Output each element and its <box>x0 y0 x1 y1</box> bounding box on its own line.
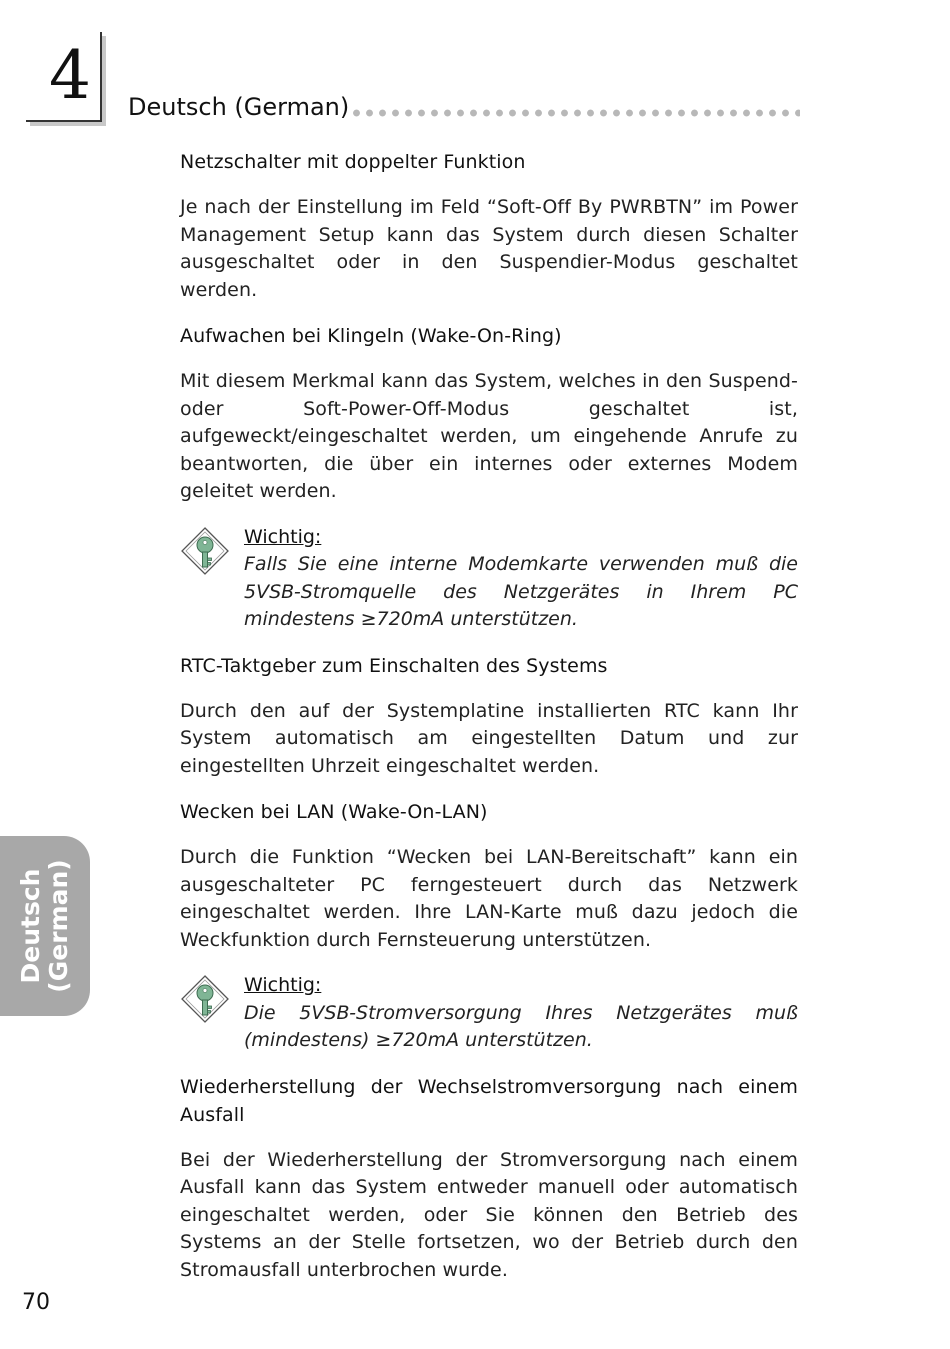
note-important-2 <box>180 972 798 1055</box>
title-dot-rule <box>350 108 800 118</box>
paragraph-wake-on-lan: Durch die Funktion “Wecken bei LAN-Bereitschaft” kann ein ausgeschalteter PC ferngesteuert durch das Netzwerk eingeschaltet werden. Ihre LAN-Karte muß dazu jedoch die Weckfunktion durch Fernsteuerung unterstützen. <box>180 846 798 951</box>
page-number: 70 <box>22 1290 50 1315</box>
paragraph-ac-power-recovery: Bei der Wiederherstellung der Stromversorgung nach einem Ausfall kann das System entweder manuell oder automatisch eingeschaltet werden, oder Sie können den Betrieb des Systems an der Stelle fortsetzen, wo der Betrieb durch den Stromausfall unterbrochen wurde. <box>180 1148 798 1281</box>
section-title: Deutsch (German) <box>128 93 350 121</box>
language-side-tab <box>0 836 90 1016</box>
heading-dual-power-switch: Netzschalter mit doppelter Funktion <box>180 151 526 173</box>
heading-wake-on-lan: Wecken bei LAN (Wake-On-LAN) <box>180 801 488 823</box>
note-important-1 <box>180 524 798 634</box>
paragraph-rtc-wakeup: Durch den auf der Systemplatine installierten RTC kann Ihr System automatisch am eingestellten Datum und zur eingestellten Uhrzeit eingeschaltet werden. <box>180 699 798 777</box>
paragraph-wake-on-ring: Mit diesem Merkmal kann das System, welches in den Suspend- oder Soft-Power-Off-Modus geschaltet ist, aufgeweckt/eingeschaltet werden, um eingehende Anrufe zu beantworten, die über ein internes oder externes Modem geleitet werden. <box>180 370 798 502</box>
note-title: Wichtig: <box>244 974 322 996</box>
note-text: Falls Sie eine interne Modemkarte verwenden muß die 5VSB-Stromquelle des Netzgerätes in Ihrem PC mindestens ≥720mA unterstützen. <box>244 553 798 630</box>
paragraph-dual-power-switch: Je nach der Einstellung im Feld “Soft-Off By PWRBTN” im Power Management Setup kann das System durch diesen Schalter ausgeschaltet oder in den Suspendier-Modus geschaltet werden. <box>180 196 798 301</box>
side-tab-line-2: (German) <box>44 859 73 993</box>
page-content <box>180 148 798 1302</box>
note-text: Die 5VSB-Stromversorgung Ihres Netzgerätes muß (mindestens) ≥720mA unterstützen. <box>244 1001 798 1051</box>
heading-wake-on-ring: Aufwachen bei Klingeln (Wake-On-Ring) <box>180 325 562 347</box>
side-tab-line-1: Deutsch <box>16 868 45 984</box>
side-tab-label <box>17 859 73 992</box>
chapter-number: 4 <box>49 37 91 114</box>
key-icon <box>180 526 230 576</box>
heading-rtc-wakeup: RTC-Taktgeber zum Einschalten des Systems <box>180 654 608 677</box>
heading-ac-power-recovery: Wiederherstellung der Wechselstromversorgung nach einem Ausfall <box>180 1075 798 1126</box>
key-icon <box>180 974 230 1024</box>
note-title: Wichtig: <box>244 525 322 548</box>
